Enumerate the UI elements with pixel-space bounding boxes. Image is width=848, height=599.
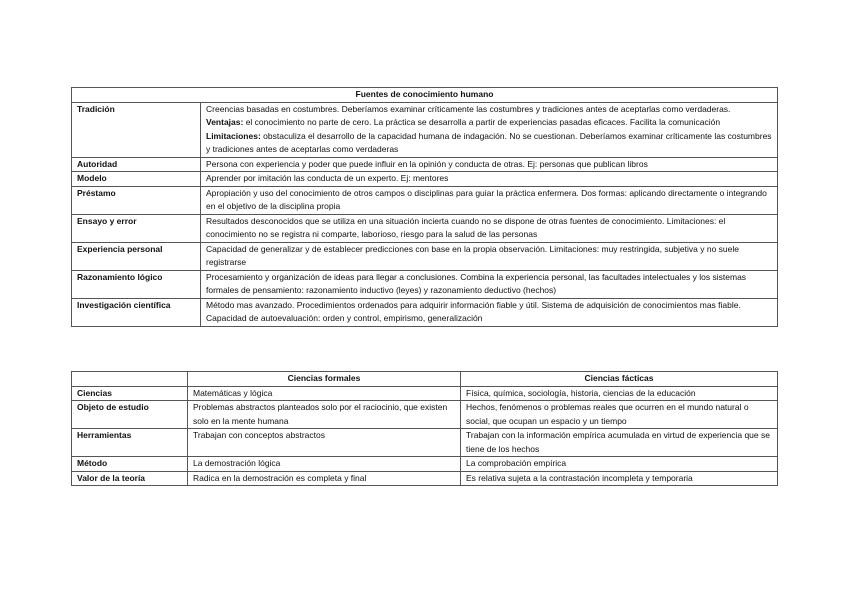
- factual-cell: Trabajan con la información empírica acumulada en virtud de experiencia que se tiene de los hechos: [461, 429, 778, 457]
- row-description: [201, 102, 778, 157]
- table-row: [72, 172, 778, 187]
- row-label: Ensayo y error: [72, 214, 201, 242]
- row-description: Aprender por imitación las conducta de un experto. Ej: mentores: [201, 172, 778, 187]
- row-label: Objeto de estudio: [72, 401, 188, 429]
- advantages-line: Ventajas: el conocimiento no parte de cero. La práctica se desarrolla a partir de experiencias pasadas eficaces. Facilita la comunicación: [206, 117, 721, 127]
- factual-cell: Física, química, sociología, historia, ciencias de la educación: [461, 386, 778, 401]
- row-label: Modelo: [72, 172, 201, 187]
- table-row: [72, 386, 778, 401]
- row-description: Procesamiento y organización de ideas para llegar a conclusiones. Combina la experiencia personal, las facultades intelectuales y los sistemas formales de pensamiento: razonamiento inductivo (leyes) y razonamiento deductivo (hechos): [201, 270, 778, 298]
- formal-cell: La demostración lógica: [188, 457, 461, 472]
- table-row: [72, 401, 778, 429]
- table-title: Fuentes de conocimiento humano: [72, 88, 778, 103]
- table-row: [72, 457, 778, 472]
- table-row: [72, 214, 778, 242]
- header-factual-sciences: Ciencias fácticas: [461, 372, 778, 387]
- row-description: Capacidad de generalizar y de establecer predicciones con base en la propia observación. Limitaciones: muy restringida, subjetiva y no suele registrarse: [201, 242, 778, 270]
- row-label: Investigación científica: [72, 298, 201, 326]
- row-description: Apropiación y uso del conocimiento de otros campos o disciplinas para guiar la práctica enfermera. Dos formas: aplicando directamente o integrando en el objetivo de la disciplina propia: [201, 186, 778, 214]
- limitations-line: Limitaciones: obstaculiza el desarrollo de la capacidad humana de indagación. No se cuestionan. Deberíamos examinar críticamente las costumbres y tradiciones antes de aceptarlas como verdaderas: [206, 130, 772, 154]
- table-row: [72, 186, 778, 214]
- row-label: Experiencia personal: [72, 242, 201, 270]
- table-row: [72, 242, 778, 270]
- table-row: [72, 270, 778, 298]
- header-row: [72, 372, 778, 387]
- row-description: Persona con experiencia y poder que puede influir en la opinión y conducta de otras. Ej: personas que publican libros: [201, 157, 778, 172]
- formal-cell: Problemas abstractos planteados solo por el raciocinio, que existen solo en la mente humana: [188, 401, 461, 429]
- header-empty: [72, 372, 188, 387]
- row-label: Método: [72, 457, 188, 472]
- description-line: Creencias basadas en costumbres. Deberíamos examinar críticamente las costumbres y tradiciones antes de aceptarlas como verdaderas.: [206, 103, 731, 114]
- sciences-comparison-table: [71, 371, 778, 486]
- factual-cell: Hechos, fenómenos o problemas reales que ocurren en el mundo natural o social, que ocupan un espacio y un tiempo: [461, 401, 778, 429]
- table-row: [72, 157, 778, 172]
- table-row: [72, 429, 778, 457]
- formal-cell: Trabajan con conceptos abstractos: [188, 429, 461, 457]
- row-label: Razonamiento lógico: [72, 270, 201, 298]
- row-description: Resultados desconocidos que se utiliza en una situación incierta cuando no se dispone de otras fuentes de conocimiento. Limitaciones: el conocimiento no se registra ni comparte, laborioso, riesgo para la salud de las personas: [201, 214, 778, 242]
- header-formal-sciences: Ciencias formales: [188, 372, 461, 387]
- knowledge-sources-table: [71, 87, 778, 327]
- row-label: Préstamo: [72, 186, 201, 214]
- factual-cell: Es relativa sujeta a la contrastación incompleta y temporaria: [461, 471, 778, 486]
- row-label: Tradición: [72, 102, 201, 157]
- factual-cell: La comprobación empírica: [461, 457, 778, 472]
- formal-cell: Radica en la demostración es completa y final: [188, 471, 461, 486]
- table-row: [72, 102, 778, 157]
- row-label: Ciencias: [72, 386, 188, 401]
- row-label: Herramientas: [72, 429, 188, 457]
- table-row: [72, 298, 778, 326]
- formal-cell: Matemáticas y lógica: [188, 386, 461, 401]
- table-title-row: [72, 88, 778, 103]
- table-row: [72, 471, 778, 486]
- row-description: Método mas avanzado. Procedimientos ordenados para adquirir información fiable y útil. Sistema de adquisición de conocimientos mas fiable. Capacidad de autoevaluación: orden y control, empirismo, generalización: [201, 298, 778, 326]
- row-label: Valor de la teoría: [72, 471, 188, 486]
- row-label: Autoridad: [72, 157, 201, 172]
